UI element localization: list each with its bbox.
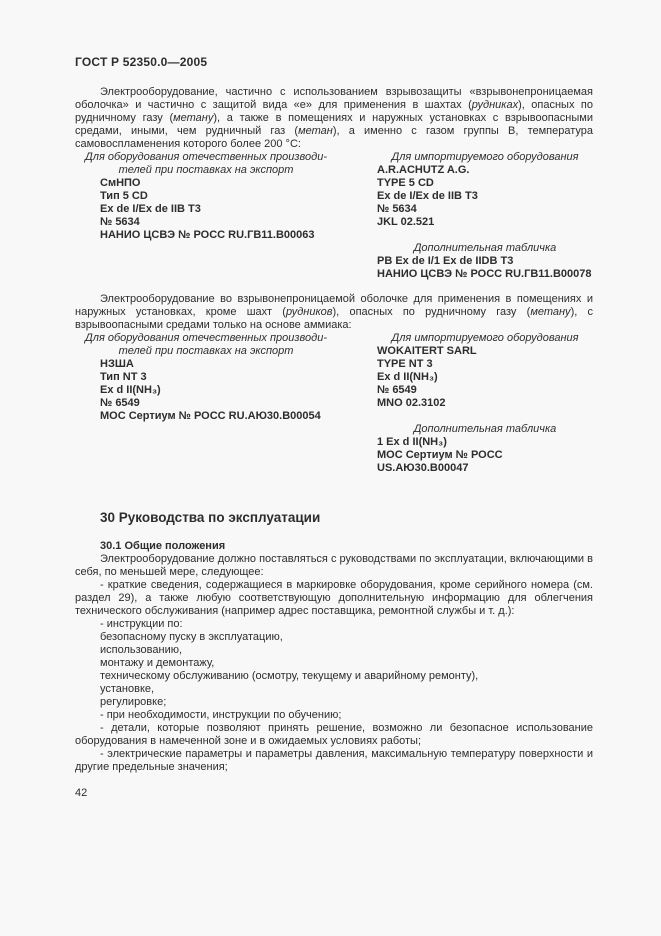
block1-domestic-heading [75, 151, 337, 177]
text-segment: ), с взрывоопасными средами только на основе аммиака: [75, 306, 594, 331]
marking-line: Тип NT 3 [100, 371, 147, 383]
text-segment: метану [530, 306, 571, 318]
marking-line: НЗША [100, 358, 134, 370]
text-segment: метан [298, 125, 333, 137]
block2-extra-plate-heading: Дополнительная табличка [413, 423, 557, 435]
section-30-1-subtitle: 30.1 Общие положения [100, 540, 226, 552]
block1-imported-marking-lines [377, 164, 593, 229]
marking-line: № 5634 [100, 216, 140, 228]
marking-line: СмНПО [100, 177, 141, 189]
marking-line: НАНИО ЦСВЭ № РОСС RU.ГВ11.В00063 [100, 229, 315, 241]
intro-paragraph-1 [75, 86, 593, 151]
marking-line: JKL 02.521 [377, 216, 435, 228]
page-number: 42 [75, 787, 88, 799]
body-paragraph: использованию, [100, 644, 183, 656]
marking-example-block-2 [75, 332, 593, 475]
text-segment: метану [173, 112, 214, 124]
block1-imported-column [377, 151, 593, 281]
heading-line-2: телей при поставках на экспорт [118, 164, 294, 176]
heading-line-1: Для оборудования отечественных производи- [85, 332, 327, 344]
heading-line-2: телей при поставках на экспорт [118, 345, 294, 357]
marking-line: № 5634 [377, 203, 417, 215]
marking-example-block-1 [75, 151, 593, 281]
text-segment: ), а также в помещениях и наружных установках с взрывоопасными средами, иными, чем рудничный газ ( [75, 112, 593, 137]
body-paragraph: монтажу и демонтажу, [100, 657, 215, 669]
text-segment: рудников [285, 306, 333, 318]
block1-imported-heading: Для импортируемого оборудования [391, 151, 579, 163]
body-paragraph: - инструкции по: [100, 618, 183, 630]
marking-line: TYPE NT 3 [377, 358, 433, 370]
intro-paragraph-2 [75, 293, 593, 332]
marking-line: НАНИО ЦСВЭ № РОСС RU.ГВ11.В00078 [377, 268, 592, 280]
text-segment: ), опасных по рудничному газу ( [332, 306, 531, 318]
text-segment: рудниках [471, 99, 519, 111]
block1-extra-plate-lines [377, 255, 593, 281]
text-segment: ), а именно с газом группы В, температура самовоспламенения которого более 200 °С: [75, 125, 594, 150]
marking-line: МОС Сертиум № РОСС [377, 449, 503, 461]
body-paragraph: - электрические параметры и параметры давления, максимальную температуру поверхности и другие предельные значения; [75, 748, 593, 773]
block2-extra-plate-lines [377, 436, 593, 475]
block2-imported-heading: Для импортируемого оборудования [391, 332, 579, 344]
marking-line: Ex de I/Ex de IIB T3 [100, 203, 201, 215]
block2-imported-column [377, 332, 593, 475]
body-paragraph: - краткие сведения, содержащиеся в маркировке оборудования, кроме серийного номера (см. раздел 29), а также любую соответствующую дополнительную информацию для облегчения технического обслуживания (например адрес поставщика, ремонтной службы и т. д.): [75, 579, 593, 617]
block1-domestic-column [75, 151, 337, 242]
body-paragraph: регулировке; [100, 696, 167, 708]
block1-domestic-marking-lines [75, 177, 337, 242]
marking-line: № 6549 [377, 384, 417, 396]
marking-line: Ex d II(NH₃) [377, 371, 438, 383]
block1-extra-plate-heading: Дополнительная табличка [413, 242, 557, 254]
marking-line: Ex d II(NH₃) [100, 384, 161, 396]
marking-line: № 6549 [100, 397, 140, 409]
marking-line: MNO 02.3102 [377, 397, 446, 409]
document-header-gost-number: ГОСТ Р 52350.0—2005 [75, 55, 208, 69]
body-paragraph: безопасному пуску в эксплуатацию, [100, 631, 283, 643]
block2-imported-marking-lines [377, 345, 593, 410]
marking-line: WOKAITERT SARL [377, 345, 477, 357]
section-30-body [75, 553, 593, 774]
body-paragraph: Электрооборудование должно поставляться с руководствами по эксплуатации, включающими в себя, по меньшей мере, следующее: [75, 553, 593, 578]
marking-line: Тип 5 CD [100, 190, 148, 202]
text-segment: Электрооборудование во взрывонепроницаемой оболочке для применения в помещениях и наружных установках, кроме шахт ( [75, 293, 593, 318]
body-paragraph: - детали, которые позволяют принять решение, возможно ли безопасное использование оборудования в намеченной зоне и в ожидаемых условиях работы; [75, 722, 593, 747]
marking-line: РВ Ex de I/1 Ex de IIDB T3 [377, 255, 514, 267]
body-paragraph: - при необходимости, инструкции по обучению; [100, 709, 342, 721]
heading-line-1: Для оборудования отечественных производи- [85, 151, 327, 163]
body-paragraph: установке, [100, 683, 155, 695]
marking-line: Ex de I/Ex de IIB T3 [377, 190, 478, 202]
marking-line: A.R.ACHUTZ A.G. [377, 164, 470, 176]
block2-domestic-column [75, 332, 337, 423]
block2-domestic-heading [75, 332, 337, 358]
text-segment: Электрооборудование, частично с использованием взрывозащиты «взрывонепроницаемая оболочка» и частично с защитой вида «е» для применения в шахтах ( [75, 86, 593, 111]
marking-line: TYPE 5 CD [377, 177, 434, 189]
block2-domestic-marking-lines [75, 358, 337, 423]
section-30-title: 30 Руководства по эксплуатации [100, 510, 321, 525]
marking-line: МОС Сертиум № РОСС RU.АЮ30.В00054 [100, 410, 321, 422]
marking-line: US.АЮ30.В00047 [377, 462, 469, 474]
marking-line: 1 Ex d II(NH₃) [377, 436, 447, 448]
text-segment: ), опасных по рудничному газу ( [75, 99, 593, 124]
body-paragraph: техническому обслуживанию (осмотру, текущему и аварийному ремонту), [100, 670, 479, 682]
